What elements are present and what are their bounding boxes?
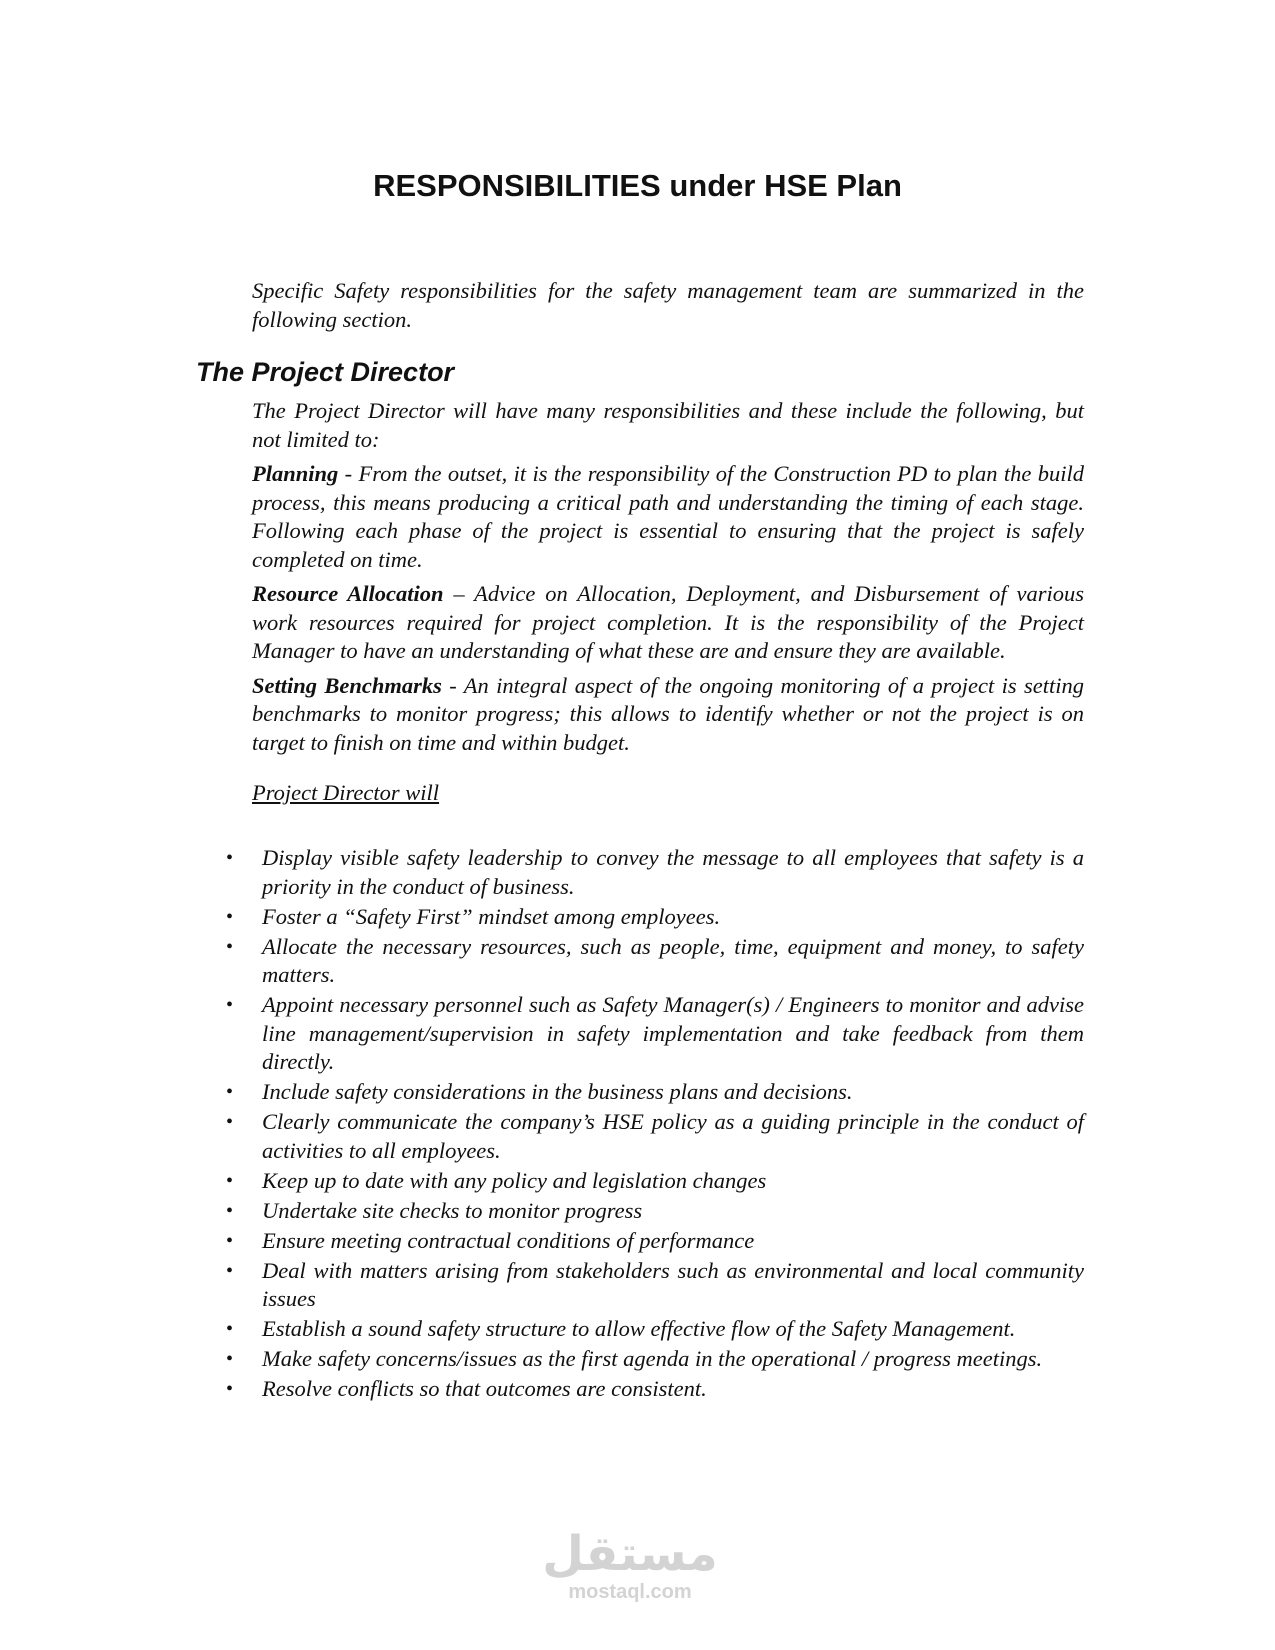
bullet-icon: • <box>226 994 234 1016</box>
bullet-icon: • <box>226 1229 234 1252</box>
list-item-text: Deal with matters arising from stakeholders such as environmental and local community issues <box>262 1257 1084 1311</box>
list-item-text: Resolve conflicts so that outcomes are consistent. <box>262 1376 707 1401</box>
mostaql-url: mostaql.com <box>568 1581 692 1603</box>
setting-benchmarks-text: - An integral aspect of the ongoing monitoring of a project is setting benchmarks to monitor progress; this allows to identify whether or not the project is on target to finish on time and within budget. <box>252 672 1084 755</box>
list-item <box>222 1227 1084 1256</box>
bullet-icon: • <box>226 847 234 869</box>
resource-allocation-paragraph <box>252 580 1084 666</box>
setting-benchmarks-paragraph <box>252 672 1084 758</box>
setting-benchmarks-label: Setting Benchmarks <box>252 672 442 698</box>
resource-allocation-label: Resource Allocation <box>252 581 444 606</box>
list-item-text: Include safety considerations in the business plans and decisions. <box>262 1079 853 1104</box>
bullet-icon: • <box>226 1348 234 1370</box>
list-item <box>222 1345 1084 1374</box>
list-item <box>222 1375 1084 1404</box>
section-intro: The Project Director will have many responsibilities and these include the following, but not limited to: <box>252 398 1084 452</box>
mostaql-logo: مستقل <box>542 1526 718 1582</box>
list-item-text: Establish a sound safety structure to allow effective flow of the Safety Management. <box>262 1316 1016 1341</box>
planning-text: - From the outset, it is the responsibility of the Construction PD to plan the build process, this means producing a critical path and understanding the timing of each stage. Following each phase of the project is essential to ensuring that the project is safely completed on time. <box>252 461 1084 572</box>
bullet-icon: • <box>226 935 234 958</box>
list-item <box>222 1257 1084 1314</box>
list-item <box>222 1315 1084 1344</box>
list-item-text: Undertake site checks to monitor progress <box>262 1197 643 1223</box>
list-item-text: Display visible safety leadership to convey the message to all employees that safety is a priority in the conduct of business. <box>262 845 1084 899</box>
intro-paragraph: Specific Safety responsibilities for the safety management team are summarized in the following section. <box>252 278 1084 332</box>
list-item-text: Make safety concerns/issues as the first agenda in the operational / progress meetings. <box>262 1346 1043 1371</box>
resource-allocation-text: – Advice on Allocation, Deployment, and Disbursement of various work resources required for project completion. It is the responsibility of the Project Manager to have an understanding of what these are and ensure they are available. <box>252 581 1084 663</box>
list-item-text: Foster a “Safety First” mindset among employees. <box>262 903 721 929</box>
list-item <box>222 844 1084 901</box>
list-item-text: Clearly communicate the company’s HSE policy as a guiding principle in the conduct of activities to all employees. <box>262 1109 1084 1163</box>
list-item <box>222 1167 1084 1196</box>
list-item-text: Allocate the necessary resources, such as people, time, equipment and money, to safety matters. <box>262 933 1084 987</box>
planning-paragraph <box>252 460 1084 574</box>
bullet-icon: • <box>226 905 234 928</box>
duties-list <box>222 844 1084 1405</box>
list-item <box>222 1197 1084 1226</box>
bullet-icon: • <box>226 1199 234 1222</box>
bullet-icon: • <box>226 1169 234 1192</box>
list-item <box>222 933 1084 990</box>
bullet-icon: • <box>226 1378 234 1400</box>
list-item <box>222 1078 1084 1107</box>
page-title: RESPONSIBILITIES under HSE Plan <box>373 168 902 203</box>
bullet-icon: • <box>226 1111 234 1133</box>
bullet-icon: • <box>226 1259 234 1282</box>
planning-label: Planning <box>252 461 339 486</box>
list-item-text: Keep up to date with any policy and legislation changes <box>262 1167 767 1193</box>
bullet-icon: • <box>226 1081 234 1103</box>
section-heading-project-director: The Project Director <box>196 357 455 387</box>
list-item <box>222 991 1084 1077</box>
list-item-text: Ensure meeting contractual conditions of performance <box>262 1227 755 1253</box>
project-director-section <box>252 397 1084 814</box>
bullet-icon: • <box>226 1318 234 1340</box>
list-heading: Project Director will <box>252 780 440 805</box>
list-item-text: Appoint necessary personnel such as Safety Manager(s) / Engineers to monitor and advise line management/supervision in safety implementation and take feedback from them directly. <box>262 992 1084 1074</box>
list-item <box>222 903 1084 932</box>
list-item <box>222 1108 1084 1165</box>
mostaql-watermark <box>530 1528 730 1604</box>
